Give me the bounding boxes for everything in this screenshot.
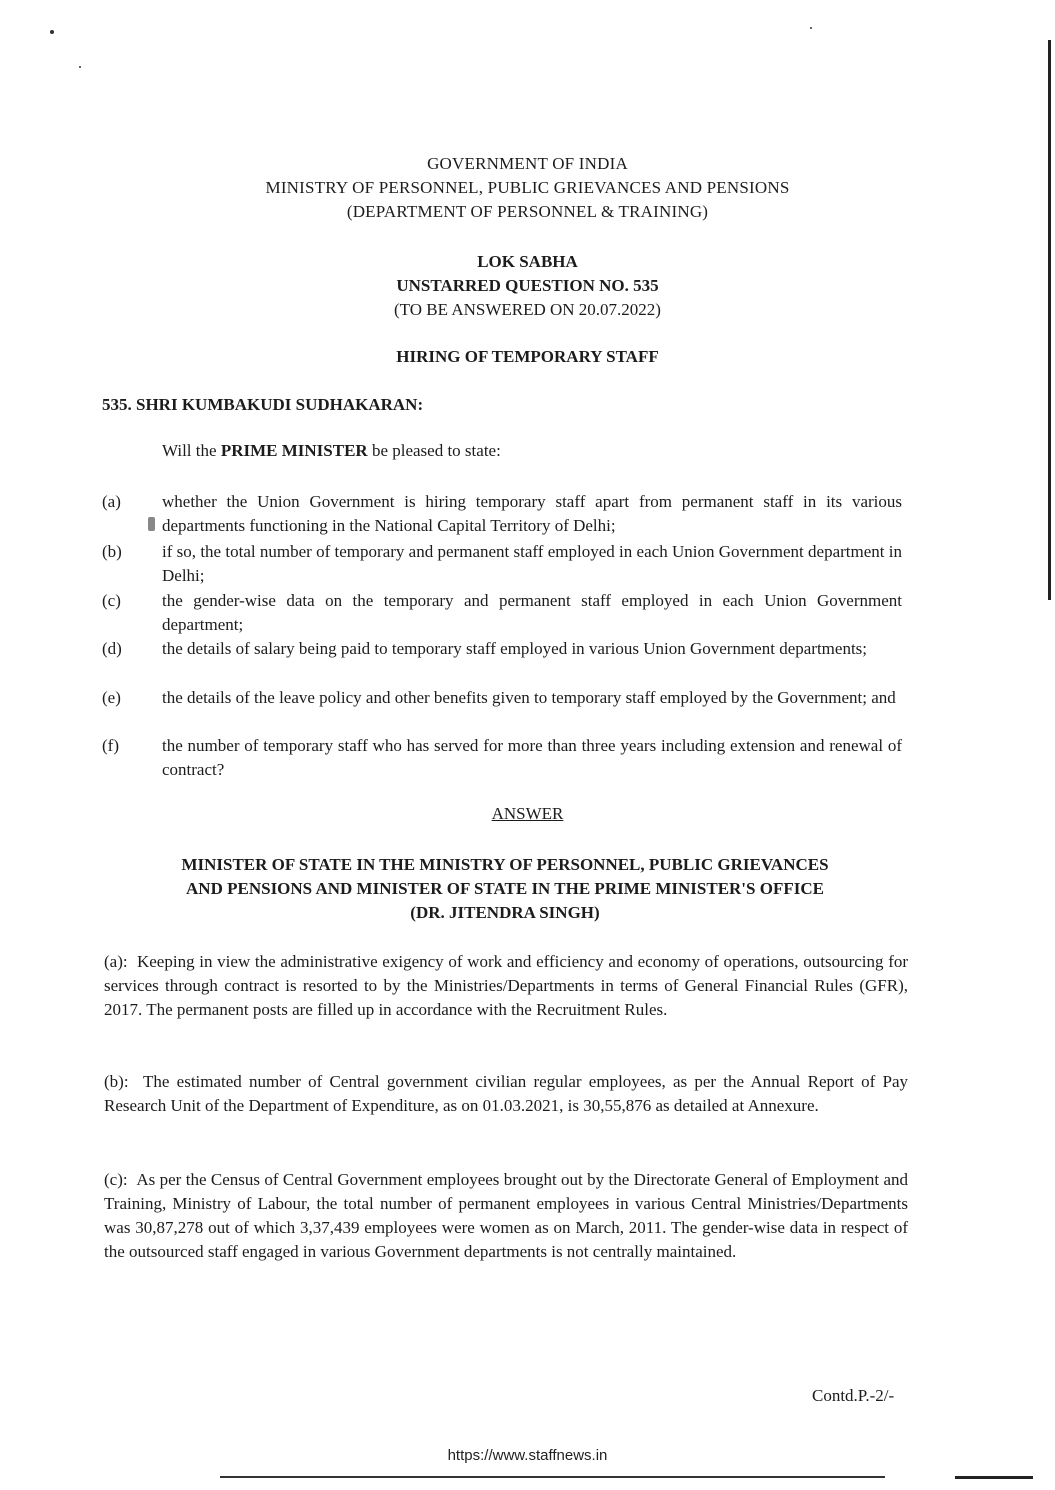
question-label: (d) xyxy=(102,639,122,658)
answer-label: (b): xyxy=(104,1072,129,1091)
question-item xyxy=(102,490,902,538)
header-department: (DEPARTMENT OF PERSONNEL & TRAINING) xyxy=(346,202,709,221)
answer-paragraph xyxy=(104,950,908,1022)
minister-block xyxy=(95,853,915,925)
question-label: (f) xyxy=(102,736,119,755)
minister-line-1: MINISTER OF STATE IN THE MINISTRY OF PERSONNEL, PUBLIC GRIEVANCES xyxy=(181,855,829,874)
question-text: the details of the leave policy and other benefits given to temporary staff employed by the Government; and xyxy=(162,688,896,707)
question-label: (c) xyxy=(102,591,121,610)
intro-prefix: Will the xyxy=(162,441,221,460)
house-name: LOK SABHA xyxy=(477,252,578,271)
answer-text: The estimated number of Central government civilian regular employees, as per the Annual Report of Pay Research Unit of the Department of Expenditure, as on 01.03.2021, is 30,55,876 as detailed at Annexure. xyxy=(104,1072,908,1115)
question-item xyxy=(102,589,902,637)
scan-speck xyxy=(810,27,812,29)
scan-speck xyxy=(50,30,54,34)
scan-bottom-mark xyxy=(955,1476,1033,1479)
scan-speck xyxy=(79,66,81,68)
scan-smudge xyxy=(148,517,155,531)
question-item xyxy=(102,734,902,782)
minister-line-2: AND PENSIONS AND MINISTER OF STATE IN THE PRIME MINISTER'S OFFICE xyxy=(186,879,824,898)
question-item xyxy=(102,637,902,661)
scan-edge-line xyxy=(1048,40,1051,600)
answer-date: (TO BE ANSWERED ON 20.07.2022) xyxy=(394,300,661,319)
answer-paragraph xyxy=(104,1070,908,1118)
answer-heading: ANSWER xyxy=(491,804,564,823)
asker-name: 535. SHRI KUMBAKUDI SUDHAKARAN: xyxy=(102,395,424,414)
scan-bottom-line xyxy=(220,1476,885,1478)
question-text: the number of temporary staff who has served for more than three years including extension and renewal of contract? xyxy=(162,736,902,779)
question-item xyxy=(102,686,902,710)
intro-suffix: be pleased to state: xyxy=(367,441,501,460)
question-text: the gender-wise data on the temporary and permanent staff employed in each Union Government department; xyxy=(162,591,902,634)
question-label: (b) xyxy=(102,542,122,561)
question-text: the details of salary being paid to temporary staff employed in various Union Government departments; xyxy=(162,639,868,658)
answer-label: (a): xyxy=(104,952,128,971)
answer-paragraph xyxy=(104,1168,908,1264)
question-text: if so, the total number of temporary and permanent staff employed in each Union Government department in Delhi; xyxy=(162,542,902,585)
header-government: GOVERNMENT OF INDIA xyxy=(427,154,628,173)
question-text: whether the Union Government is hiring temporary staff apart from permanent staff in its various departments functioning in the National Capital Territory of Delhi; xyxy=(162,492,902,535)
footer-url[interactable]: https://www.staffnews.in xyxy=(447,1447,608,1464)
intro-bold: PRIME MINISTER xyxy=(220,441,368,460)
minister-name: (DR. JITENDRA SINGH) xyxy=(410,903,600,922)
question-label: (e) xyxy=(102,688,121,707)
answer-label: (c): xyxy=(104,1170,128,1189)
intro-line xyxy=(162,441,501,461)
answer-text: Keeping in view the administrative exigency of work and efficiency and economy of operations, outsourcing for services through contract is resorted to by the Ministries/Departments in terms of General Financial Rules (GFR), 2017. The permanent posts are filled up in accordance with the Recruitment Rules. xyxy=(104,952,909,1019)
question-label: (a) xyxy=(102,492,121,511)
continued-marker: Contd.P.-2/- xyxy=(812,1386,895,1405)
answer-text: As per the Census of Central Government employees brought out by the Directorate General of Employment and Training, Ministry of Labour, the total number of permanent employees in various Central Ministries/Departments was 30,87,278 out of which 3,37,439 employees were women as on March, 2011. The gender-wise data in respect of the outsourced staff engaged in various Government departments is not centrally maintained. xyxy=(104,1170,908,1261)
subject-title: HIRING OF TEMPORARY STAFF xyxy=(396,347,659,366)
header-ministry: MINISTRY OF PERSONNEL, PUBLIC GRIEVANCES AND PENSIONS xyxy=(265,178,790,197)
question-item xyxy=(102,540,902,588)
question-number: UNSTARRED QUESTION NO. 535 xyxy=(396,276,659,295)
